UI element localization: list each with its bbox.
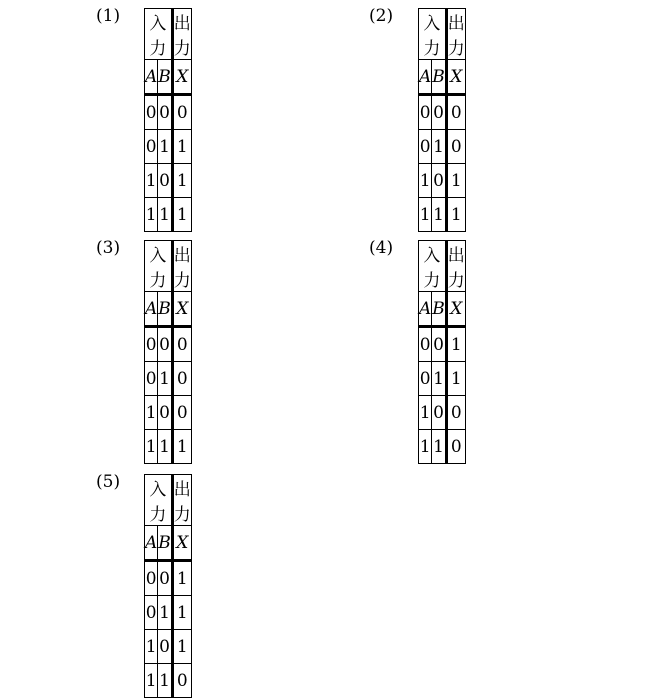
var-x-header: X bbox=[446, 60, 465, 95]
truth-table bbox=[144, 474, 192, 698]
table-row bbox=[419, 396, 466, 430]
cell-a: 0 bbox=[145, 130, 158, 164]
table-row bbox=[145, 95, 192, 130]
output-header: 出力 bbox=[446, 9, 465, 60]
cell-a: 0 bbox=[145, 561, 158, 596]
cell-a: 0 bbox=[419, 130, 432, 164]
var-a-header: A bbox=[145, 292, 158, 327]
cell-b: 0 bbox=[432, 164, 447, 198]
cell-a: 1 bbox=[145, 664, 158, 698]
cell-b: 0 bbox=[158, 164, 173, 198]
cell-x: 0 bbox=[172, 664, 191, 698]
table-label: (1) bbox=[96, 6, 121, 26]
var-x-header: X bbox=[172, 60, 191, 95]
cell-a: 0 bbox=[145, 327, 158, 362]
cell-x: 1 bbox=[446, 327, 465, 362]
table-row bbox=[145, 561, 192, 596]
cell-b: 1 bbox=[158, 130, 173, 164]
cell-x: 1 bbox=[446, 198, 465, 232]
cell-x: 1 bbox=[172, 164, 191, 198]
cell-b: 1 bbox=[158, 362, 173, 396]
table-row bbox=[145, 198, 192, 232]
output-header: 出力 bbox=[446, 241, 465, 292]
cell-b: 0 bbox=[432, 95, 447, 130]
output-header: 出力 bbox=[172, 9, 191, 60]
input-header: 入 力 bbox=[145, 9, 173, 60]
cell-a: 1 bbox=[145, 198, 158, 232]
table-label: (3) bbox=[96, 238, 121, 258]
cell-x: 1 bbox=[172, 561, 191, 596]
truth-table bbox=[418, 8, 466, 232]
table-row bbox=[419, 95, 466, 130]
var-x-header: X bbox=[446, 292, 465, 327]
output-header: 出力 bbox=[172, 241, 191, 292]
cell-x: 0 bbox=[172, 396, 191, 430]
cell-a: 1 bbox=[419, 396, 432, 430]
input-header: 入 力 bbox=[145, 241, 173, 292]
var-b-header: B bbox=[158, 526, 173, 561]
cell-x: 0 bbox=[446, 95, 465, 130]
cell-b: 1 bbox=[158, 596, 173, 630]
table-row bbox=[145, 430, 192, 464]
cell-x: 1 bbox=[172, 430, 191, 464]
var-a-header: A bbox=[145, 60, 158, 95]
cell-x: 1 bbox=[446, 164, 465, 198]
table-row bbox=[419, 362, 466, 396]
var-a-header: A bbox=[419, 60, 432, 95]
cell-a: 1 bbox=[145, 430, 158, 464]
var-b-header: B bbox=[158, 292, 173, 327]
cell-a: 1 bbox=[145, 630, 158, 664]
cell-b: 0 bbox=[158, 396, 173, 430]
table-row bbox=[145, 327, 192, 362]
cell-a: 1 bbox=[419, 164, 432, 198]
table-label: (4) bbox=[369, 238, 394, 258]
var-x-header: X bbox=[172, 526, 191, 561]
cell-b: 1 bbox=[432, 198, 447, 232]
cell-b: 1 bbox=[432, 362, 447, 396]
cell-a: 1 bbox=[419, 198, 432, 232]
cell-x: 0 bbox=[172, 362, 191, 396]
cell-a: 1 bbox=[145, 164, 158, 198]
cell-x: 1 bbox=[172, 596, 191, 630]
cell-a: 0 bbox=[419, 362, 432, 396]
cell-x: 0 bbox=[446, 430, 465, 464]
cell-b: 0 bbox=[158, 327, 173, 362]
input-header: 入 力 bbox=[419, 9, 447, 60]
cell-b: 1 bbox=[158, 664, 173, 698]
cell-a: 1 bbox=[145, 396, 158, 430]
cell-a: 0 bbox=[145, 95, 158, 130]
cell-a: 0 bbox=[145, 596, 158, 630]
cell-x: 1 bbox=[172, 630, 191, 664]
table-row bbox=[419, 198, 466, 232]
cell-b: 0 bbox=[158, 95, 173, 130]
cell-b: 1 bbox=[432, 130, 447, 164]
table-row bbox=[419, 430, 466, 464]
cell-x: 0 bbox=[446, 396, 465, 430]
table-label: (2) bbox=[369, 6, 394, 26]
var-b-header: B bbox=[432, 292, 447, 327]
input-header: 入 力 bbox=[419, 241, 447, 292]
cell-b: 0 bbox=[158, 561, 173, 596]
table-row bbox=[145, 164, 192, 198]
cell-x: 0 bbox=[446, 130, 465, 164]
var-a-header: A bbox=[419, 292, 432, 327]
cell-b: 1 bbox=[158, 430, 173, 464]
var-x-header: X bbox=[172, 292, 191, 327]
cell-b: 0 bbox=[432, 327, 447, 362]
truth-table bbox=[418, 240, 466, 464]
truth-table bbox=[144, 240, 192, 464]
cell-b: 0 bbox=[158, 630, 173, 664]
cell-b: 1 bbox=[432, 430, 447, 464]
cell-a: 0 bbox=[419, 95, 432, 130]
cell-a: 0 bbox=[145, 362, 158, 396]
cell-x: 1 bbox=[172, 198, 191, 232]
var-a-header: A bbox=[145, 526, 158, 561]
table-row bbox=[145, 396, 192, 430]
table-row bbox=[419, 327, 466, 362]
truth-table bbox=[144, 8, 192, 232]
table-label: (5) bbox=[96, 472, 121, 492]
input-header: 入 力 bbox=[145, 475, 173, 526]
cell-x: 1 bbox=[172, 130, 191, 164]
table-row bbox=[145, 630, 192, 664]
cell-x: 0 bbox=[172, 95, 191, 130]
cell-x: 0 bbox=[172, 327, 191, 362]
var-b-header: B bbox=[158, 60, 173, 95]
table-row bbox=[419, 130, 466, 164]
cell-b: 0 bbox=[432, 396, 447, 430]
cell-a: 0 bbox=[419, 327, 432, 362]
table-row bbox=[145, 130, 192, 164]
cell-a: 1 bbox=[419, 430, 432, 464]
table-row bbox=[419, 164, 466, 198]
output-header: 出力 bbox=[172, 475, 191, 526]
cell-b: 1 bbox=[158, 198, 173, 232]
cell-x: 1 bbox=[446, 362, 465, 396]
table-row bbox=[145, 664, 192, 698]
table-row bbox=[145, 596, 192, 630]
var-b-header: B bbox=[432, 60, 447, 95]
table-row bbox=[145, 362, 192, 396]
